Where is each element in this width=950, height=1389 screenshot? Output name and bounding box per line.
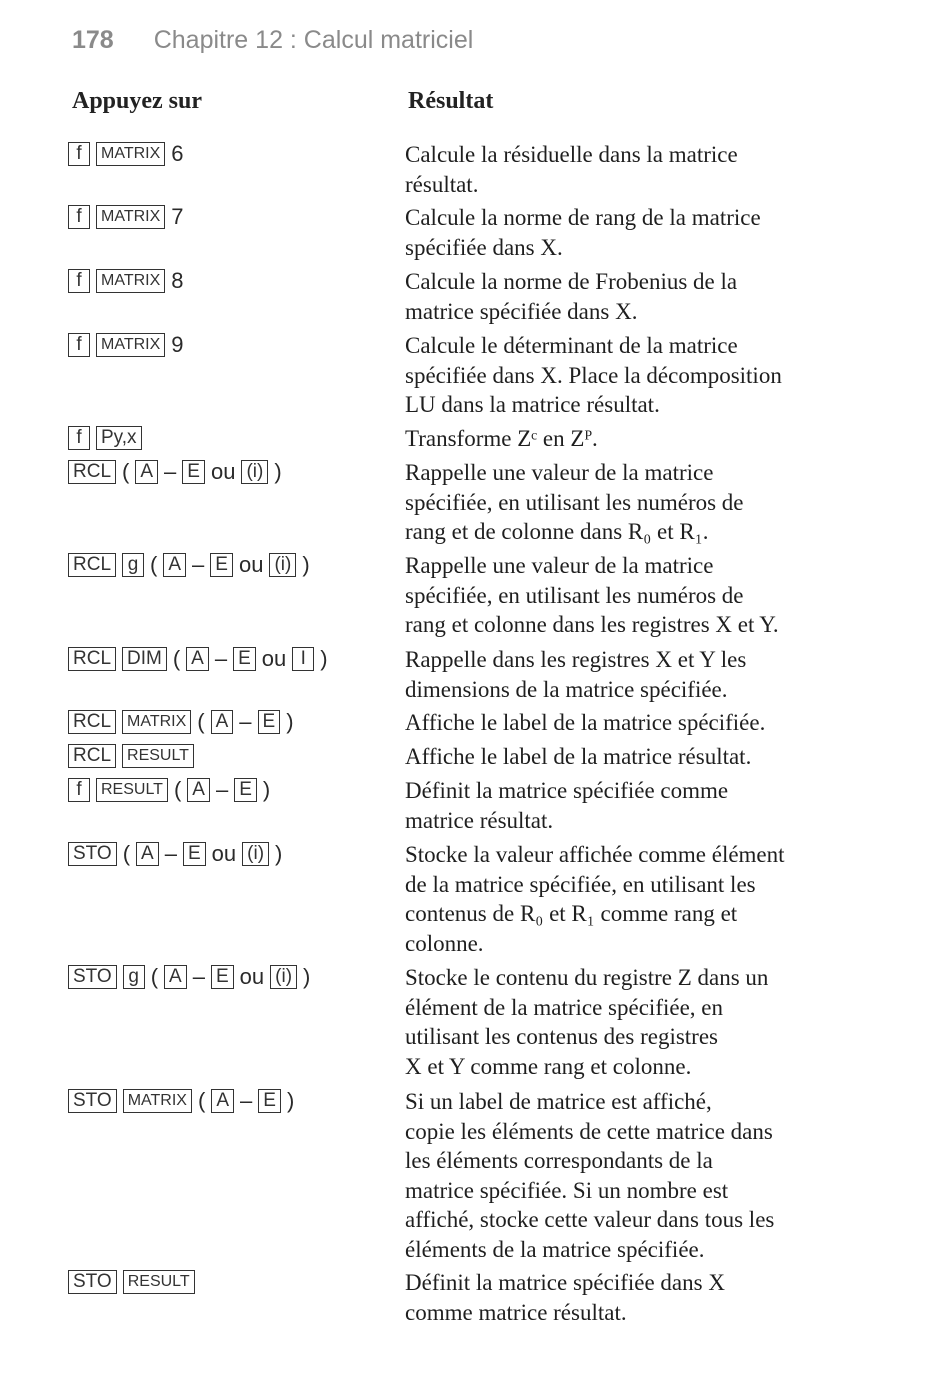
description-line: Calcule le déterminant de la matrice: [405, 333, 738, 358]
result-description: [405, 424, 875, 454]
key-separator: (: [172, 646, 181, 672]
calculator-key: (i): [269, 553, 296, 577]
calculator-key: A: [135, 460, 158, 484]
description-line: Transforme Zᶜ en Zᴾ.: [405, 426, 598, 451]
key-separator: (: [150, 964, 159, 990]
calculator-key: f: [68, 426, 90, 450]
description-line: spécifiée, en utilisant les numéros de: [405, 582, 744, 608]
calculator-key: STO: [68, 965, 117, 989]
key-sequence: [68, 742, 200, 768]
calculator-key: f: [68, 205, 90, 229]
calculator-key: RCL: [68, 553, 116, 577]
description-line: Affiche le label de la matrice résultat.: [405, 744, 752, 769]
calculator-key: A: [163, 553, 186, 577]
calculator-key: MATRIX: [123, 1089, 192, 1113]
key-separator: ou: [211, 841, 237, 867]
result-description: [405, 458, 875, 547]
description-line: LU dans la matrice résultat.: [405, 392, 660, 417]
description-line: Définit la matrice spécifiée comme: [405, 778, 729, 803]
key-separator: ou: [261, 646, 287, 672]
description-line: matrice résultat.: [405, 807, 554, 833]
description-line: Calcule la norme de Frobenius de la: [405, 269, 738, 294]
description-line: résultat.: [405, 171, 479, 197]
key-separator: 8: [171, 268, 184, 294]
calculator-key: Py,x: [96, 426, 142, 450]
calculator-key: (i): [242, 842, 269, 866]
key-separator: –: [164, 459, 177, 485]
description-line: copie les éléments de cette matrice dans: [405, 1118, 773, 1144]
result-description: [405, 331, 875, 420]
description-line: Affiche le label de la matrice spécifiée.: [405, 710, 766, 735]
description-line: spécifiée dans X. Place la décomposition: [405, 362, 782, 388]
key-sequence: [68, 458, 288, 485]
calculator-key: A: [186, 647, 209, 671]
key-separator: ): [286, 1088, 295, 1114]
description-line: Stocke le contenu du registre Z dans un: [405, 965, 769, 990]
description-line: Si un label de matrice est affiché,: [405, 1089, 712, 1114]
result-description: [405, 140, 875, 199]
description-line: Rappelle dans les registres X et Y les: [405, 647, 747, 672]
page-number: 178: [72, 26, 114, 54]
description-line: affiché, stocke cette valeur dans tous les: [405, 1207, 775, 1232]
calculator-key: RESULT: [122, 744, 194, 768]
calculator-key: DIM: [122, 647, 167, 671]
calculator-key: STO: [68, 1089, 117, 1113]
description-line: utilisant les contenus des registres: [405, 1024, 718, 1049]
calculator-key: g: [122, 553, 144, 577]
key-sequence: [68, 645, 334, 672]
result-description: [405, 1268, 875, 1327]
key-sequence: [68, 424, 148, 450]
calculator-key: (i): [241, 460, 268, 484]
calculator-key: f: [68, 142, 90, 166]
calculator-key: RCL: [68, 744, 116, 768]
calculator-key: MATRIX: [96, 142, 165, 166]
calculator-key: E: [182, 460, 205, 484]
key-separator: –: [240, 1088, 253, 1114]
key-sequence: [68, 203, 190, 230]
description-line: spécifiée dans X.: [405, 234, 563, 260]
calculator-key: A: [187, 778, 210, 802]
key-separator: ): [275, 841, 283, 867]
description-line: Définit la matrice spécifiée dans X: [405, 1270, 725, 1295]
key-sequence: [68, 708, 300, 735]
calculator-key: I: [292, 647, 314, 671]
description-line: dimensions de la matrice spécifiée.: [405, 676, 728, 702]
calculator-key: E: [258, 710, 281, 734]
description-line: Rappelle une valeur de la matrice: [405, 553, 714, 578]
description-line: colonne.: [405, 930, 484, 956]
description-line: les éléments correspondants de la: [405, 1148, 713, 1173]
calculator-key: MATRIX: [96, 333, 165, 357]
description-line: matrice spécifiée. Si un nombre est: [405, 1177, 729, 1203]
calculator-key: RCL: [68, 460, 116, 484]
key-separator: ): [286, 709, 294, 735]
result-description: [405, 1087, 875, 1264]
description-line: Stocke la valeur affichée comme élément: [405, 842, 785, 867]
key-separator: 6: [171, 141, 184, 167]
result-description: [405, 742, 875, 772]
calculator-key: RCL: [68, 710, 116, 734]
key-separator: 7: [171, 204, 184, 230]
key-separator: ): [320, 646, 328, 672]
key-separator: ou: [239, 964, 265, 990]
result-description: [405, 267, 875, 326]
key-separator: –: [192, 552, 205, 578]
key-sequence: [68, 551, 316, 578]
calculator-key: RESULT: [96, 778, 168, 802]
key-separator: (: [173, 777, 182, 803]
column-header-result: Résultat: [408, 88, 494, 114]
calculator-key: MATRIX: [96, 269, 165, 293]
key-separator: (: [122, 459, 130, 485]
key-separator: ): [303, 964, 311, 990]
key-separator: ): [262, 777, 271, 803]
calculator-key: f: [68, 333, 90, 357]
key-separator: (: [122, 841, 131, 867]
key-separator: ): [274, 459, 282, 485]
column-header-keys: Appuyez sur: [72, 88, 203, 114]
key-separator: (: [197, 1088, 206, 1114]
key-sequence: [68, 963, 316, 990]
result-description: [405, 963, 875, 1081]
calculator-key: MATRIX: [96, 205, 165, 229]
description-line: rang et de colonne dans R₀ et R₁.: [405, 519, 709, 544]
key-separator: 9: [171, 332, 184, 358]
description-line: Calcule la résiduelle dans la matrice: [405, 142, 738, 167]
description-line: matrice spécifiée dans X.: [405, 298, 638, 324]
description-line: Rappelle une valeur de la matrice: [405, 460, 714, 485]
calculator-key: STO: [68, 1270, 117, 1294]
calculator-key: E: [210, 553, 233, 577]
key-separator: –: [164, 841, 177, 867]
result-description: [405, 645, 875, 704]
description-line: contenus de R₀ et R₁ comme rang et: [405, 901, 738, 926]
key-separator: –: [239, 709, 252, 735]
key-separator: ou: [238, 552, 264, 578]
key-separator: ): [302, 552, 310, 578]
result-description: [405, 203, 875, 262]
key-sequence: [68, 140, 190, 167]
key-sequence: [68, 840, 288, 867]
calculator-key: STO: [68, 842, 117, 866]
key-sequence: [68, 1268, 201, 1294]
description-line: X et Y comme rang et colonne.: [405, 1053, 692, 1079]
calculator-key: A: [211, 1089, 234, 1113]
result-description: [405, 840, 875, 958]
key-sequence: [68, 331, 190, 358]
result-description: [405, 551, 875, 640]
calculator-key: g: [123, 965, 145, 989]
calculator-key: (i): [270, 965, 297, 989]
calculator-key: A: [164, 965, 187, 989]
calculator-key: E: [211, 965, 234, 989]
chapter-title: Chapitre 12 : Calcul matriciel: [153, 26, 474, 54]
calculator-key: A: [211, 710, 234, 734]
calculator-key: E: [234, 778, 257, 802]
key-separator: –: [192, 964, 205, 990]
calculator-key: RCL: [68, 647, 116, 671]
key-separator: –: [214, 646, 228, 672]
description-line: rang et colonne dans les registres X et Y.: [405, 612, 779, 637]
key-separator: –: [215, 777, 229, 803]
description-line: de la matrice spécifiée, en utilisant les: [405, 871, 756, 897]
calculator-key: E: [233, 647, 256, 671]
calculator-key: MATRIX: [122, 710, 191, 734]
description-line: comme matrice résultat.: [405, 1299, 627, 1325]
key-separator: (: [150, 552, 158, 578]
key-sequence: [68, 267, 190, 294]
calculator-key: RESULT: [123, 1270, 195, 1294]
calculator-key: E: [183, 842, 206, 866]
page-header: [72, 26, 473, 55]
description-line: spécifiée, en utilisant les numéros de: [405, 489, 744, 515]
calculator-key: f: [68, 778, 90, 802]
key-separator: (: [197, 709, 205, 735]
key-separator: ou: [210, 459, 236, 485]
result-description: [405, 708, 875, 738]
result-description: [405, 776, 875, 835]
key-sequence: [68, 776, 276, 803]
key-sequence: [68, 1087, 300, 1114]
description-line: élément de la matrice spécifiée, en: [405, 994, 723, 1020]
calculator-key: E: [258, 1089, 281, 1113]
description-line: Calcule la norme de rang de la matrice: [405, 205, 761, 230]
calculator-key: f: [68, 269, 90, 293]
description-line: éléments de la matrice spécifiée.: [405, 1236, 705, 1262]
calculator-key: A: [136, 842, 159, 866]
